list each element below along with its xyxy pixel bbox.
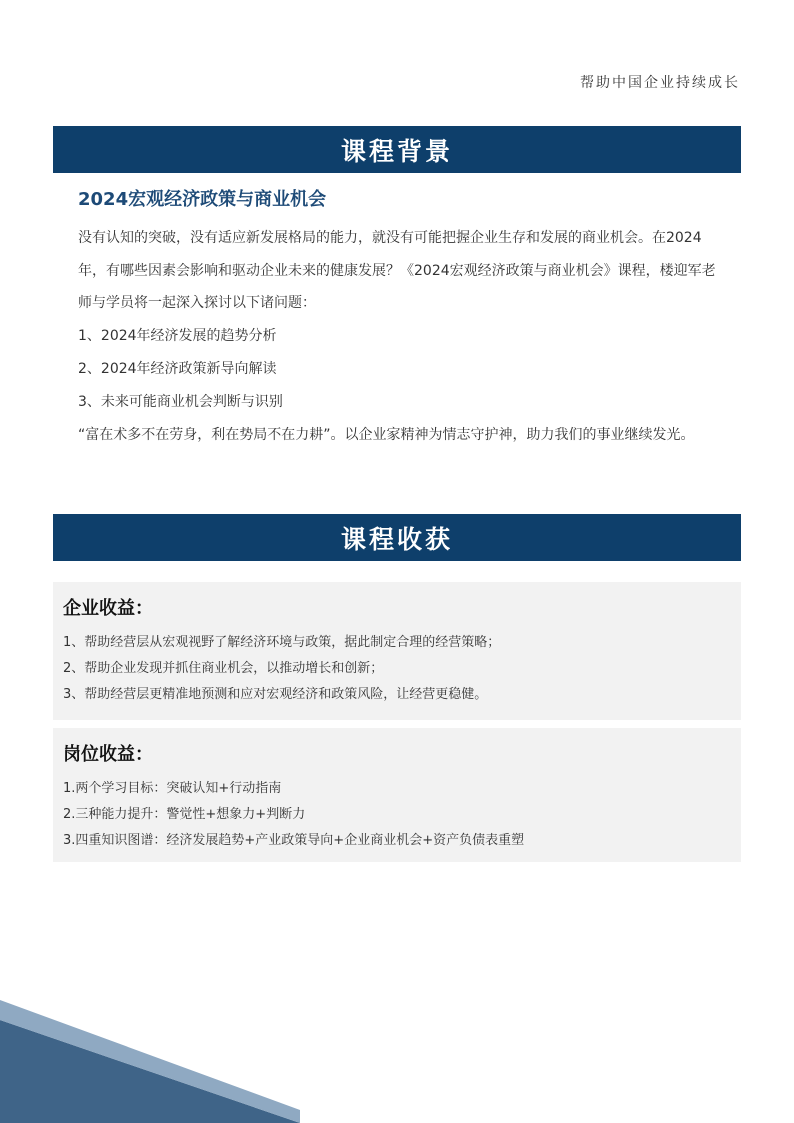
list-item: 2.三种能力提升：警觉性+想象力+判断力 [63, 807, 306, 822]
course-background-banner: 课程背景 [53, 126, 741, 173]
list-item: 3、帮助经营层更精准地预测和应对宏观经济和政策风险，让经营更稳健。 [63, 687, 488, 702]
course-background-section [78, 186, 728, 451]
course-subtitle: 2024宏观经济政策与商业机会 [78, 189, 327, 210]
closing-paragraph: “富在术多不在劳身，利在势局不在力耕”。以企业家精神为情志守护神，助力我们的事业继续发光。 [78, 426, 695, 443]
list-item: 2、帮助企业发现并抓住商业机会，以推动增长和创新； [63, 661, 384, 676]
topic-list [78, 320, 728, 419]
enterprise-benefits-panel [53, 582, 741, 720]
course-gains-banner: 课程收获 [53, 514, 741, 561]
position-benefits-panel [53, 728, 741, 862]
list-item: 3、未来可能商业机会判断与识别 [78, 393, 283, 410]
position-benefits-list [63, 776, 731, 854]
corner-decoration [0, 1000, 794, 1123]
header-tagline: 帮助中国企业持续成长 [580, 75, 740, 91]
list-item: 1、2024年经济发展的趋势分析 [78, 327, 277, 344]
enterprise-benefits-list [63, 630, 731, 708]
list-item: 2、2024年经济政策新导向解读 [78, 360, 277, 377]
position-benefits-title: 岗位收益： [63, 744, 153, 765]
list-item: 1.两个学习目标：突破认知+行动指南 [63, 781, 282, 796]
list-item: 1、帮助经营层从宏观视野了解经济环境与政策，据此制定合理的经营策略； [63, 635, 501, 650]
enterprise-benefits-title: 企业收益： [63, 598, 153, 619]
intro-paragraph: 没有认知的突破，没有适应新发展格局的能力，就没有可能把握企业生存和发展的商业机会。在2024年，有哪些因素会影响和驱动企业未来的健康发展？《2024宏观经济政策与商业机会》课程，楼迎军老师与学员将一起深入探讨以下诸问题： [78, 230, 716, 311]
list-item: 3.四重知识图谱：经济发展趋势+产业政策导向+企业商业机会+资产负债表重塑 [63, 833, 525, 848]
